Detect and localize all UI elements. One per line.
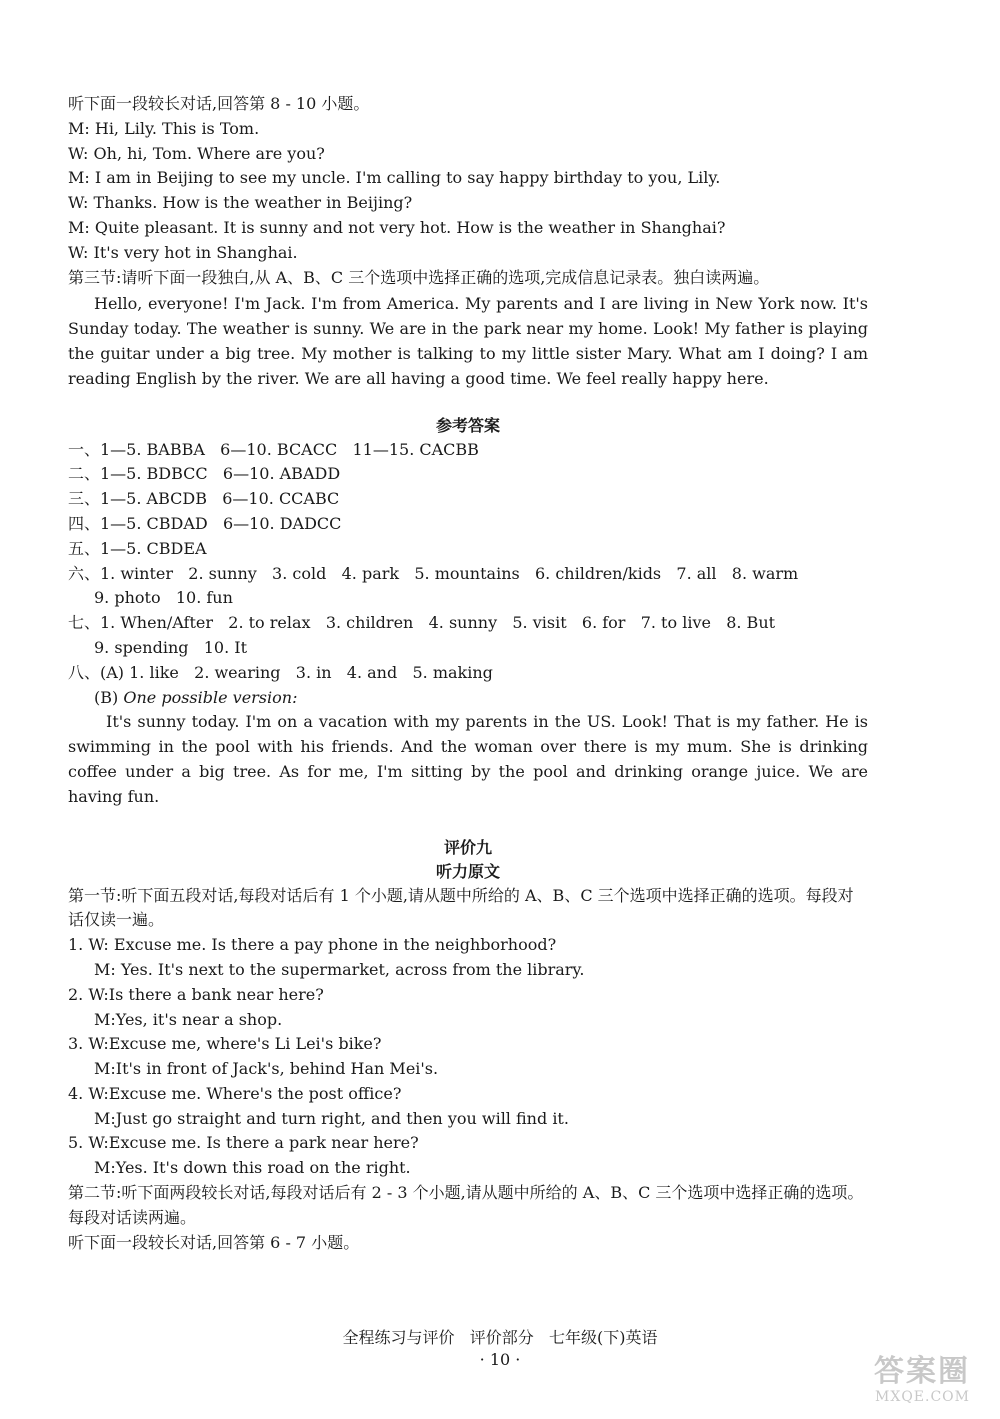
answer-line: 六、1. winter 2. sunny 3. cold 4. park 5. mountains 6. children/kids 7. all 8. warm (68, 563, 799, 583)
essay-text: It's sunny today. I'm on a vacation with my parents in the US. Look! That is my father. He is swimming in the pool with his friends. And the woman over there is my mum. She is drinking coffee under a big tree. As for me, I'm sitting by the pool and drinking orange juice. We are having fun. (68, 712, 868, 806)
answer-line: 五、1—5. CBDEA (68, 538, 207, 558)
watermark-logo (810, 1355, 970, 1415)
dialog-line: M:Just go straight and turn right, and then you will find it. (94, 1108, 569, 1128)
dialog-intro-8-10: 听下面一段较长对话,回答第 8 - 10 小题。 (68, 94, 370, 113)
eval9-section1: 第一节:听下面五段对话,每段对话后有 1 个小题,请从题中所给的 A、B、C 三个选项中选择正确的选项。每段对话仅读一遍。 (68, 885, 854, 930)
dialog-line: W: Oh, hi, Tom. Where are you? (68, 143, 325, 163)
dialog-line: M: Yes. It's next to the supermarket, across from the library. (94, 959, 585, 979)
eval9-subheading: 听力原文 (435, 861, 500, 881)
dialog-line: 4. W:Excuse me. Where's the post office? (68, 1083, 402, 1103)
section3-instruction: 第三节:请听下面一段独白,从 A、B、C 三个选项中选择正确的选项,完成信息记录表。独白读两遍。 (68, 267, 770, 287)
answer-b-version: One possible version: (123, 687, 298, 707)
dialog-line: M:It's in front of Jack's, behind Han Mei's. (94, 1059, 439, 1079)
answer-b-letter: (B) (94, 687, 119, 707)
eval9-section2: 第二节:听下面两段较长对话,每段对话后有 2 - 3 个小题,请从题中所给的 A、B、C 三个选项中选择正确的选项。每段对话读两遍。 (68, 1183, 864, 1227)
answer-line: 七、1. When/After 2. to relax 3. children 4. sunny 5. visit 6. for 7. to live 8. But (68, 613, 776, 633)
dialog-line: W: It's very hot in Shanghai. (68, 242, 298, 262)
answers-heading: 参考答案 (435, 415, 500, 435)
monologue-text: Hello, everyone! I'm Jack. I'm from America. My parents and I are living in New York now. It's Sunday today. The weather is sunny. We are in the park near my home. Look! My father is playing the guitar under a big tree. My mother is talking to my little sister Mary. What am I doing? I am reading English by the river. We are all having a good time. We feel really happy here. (68, 294, 868, 388)
answer-line: 9. spending 10. It (94, 637, 248, 657)
page-number: · 10 · (479, 1350, 521, 1369)
answer-line: 一、1—5. BABBA 6—10. BCACC 11—15. CACBB (68, 439, 479, 459)
dialog-line: M: Quite pleasant. It is sunny and not very hot. How is the weather in Shanghai? (68, 217, 726, 237)
dialog-line: 2. W:Is there a bank near here? (68, 984, 324, 1004)
answer-line: 三、1—5. ABCDB 6—10. CCABC (68, 489, 340, 509)
dialog-line: 3. W:Excuse me, where's Li Lei's bike? (68, 1034, 382, 1054)
answer-line: 二、1—5. BDBCC 6—10. ABADD (68, 464, 341, 484)
dialog-line: 5. W:Excuse me. Is there a park near here? (68, 1133, 419, 1153)
answer-line: 9. photo 10. fun (94, 588, 233, 608)
dialog-line: M:Yes, it's near a shop. (94, 1009, 283, 1029)
dialog-line: M: I am in Beijing to see my uncle. I'm calling to say happy birthday to you, Lily. (68, 168, 721, 188)
footer-title: 全程练习与评价 评价部分 七年级(下)英语 (342, 1328, 658, 1347)
answer-line: 八、(A) 1. like 2. wearing 3. in 4. and 5. making (68, 662, 493, 682)
answer-b-label (68, 686, 868, 711)
eval9-heading: 评价九 (443, 837, 492, 857)
dialog-line: W: Thanks. How is the weather in Beijing? (68, 193, 413, 213)
dialog-line: 1. W: Excuse me. Is there a pay phone in the neighborhood? (68, 935, 557, 955)
dialog-line: M:Yes. It's down this road on the right. (94, 1158, 411, 1178)
watermark-text: 答案圈 (874, 1354, 970, 1389)
document-page (68, 92, 868, 1255)
dialog-intro-6-7: 听下面一段较长对话,回答第 6 - 7 小题。 (68, 1232, 360, 1252)
answer-line: 四、1—5. CBDAD 6—10. DADCC (68, 513, 342, 533)
dialog-line: M: Hi, Lily. This is Tom. (68, 118, 260, 138)
watermark-url: MXQE.COM (875, 1389, 970, 1405)
